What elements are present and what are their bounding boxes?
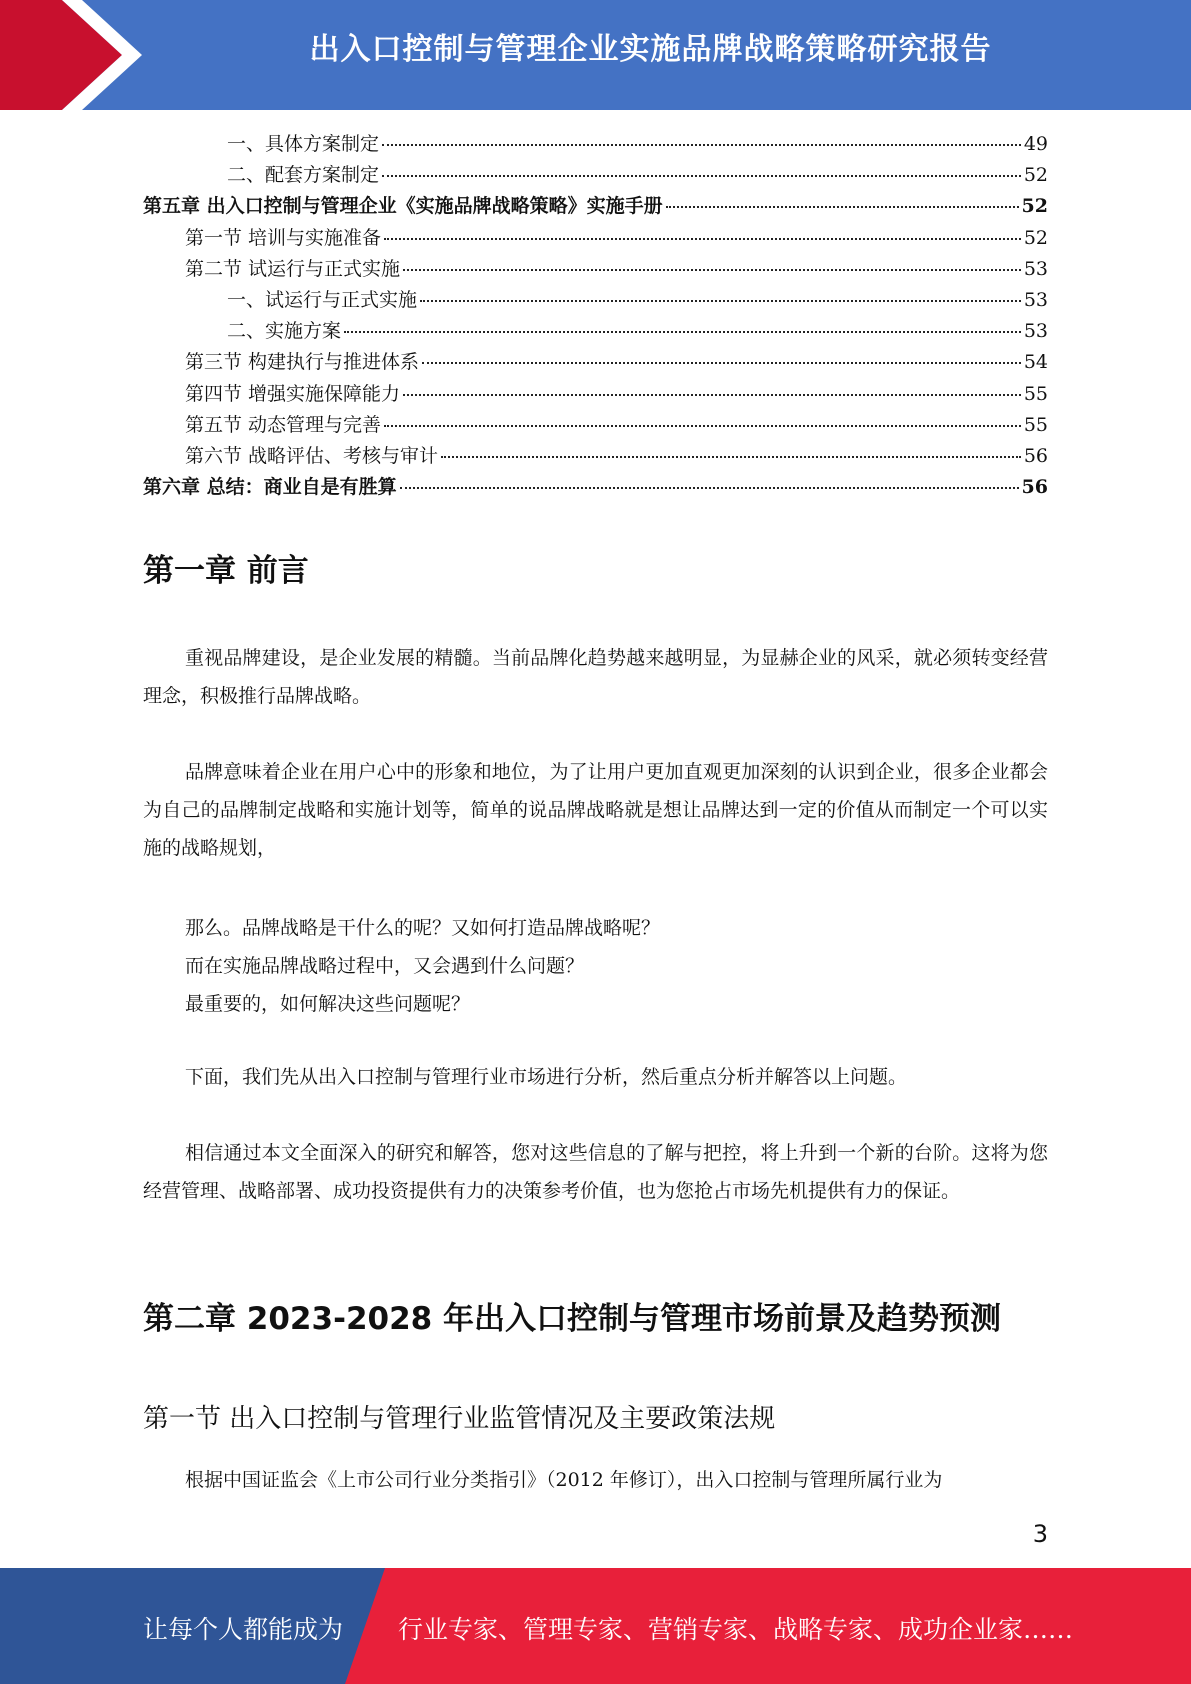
toc-entry-page: 53	[1023, 257, 1048, 280]
toc-entry-page: 55	[1023, 382, 1048, 405]
toc-dot-leader	[403, 394, 1021, 396]
toc-dot-leader	[666, 206, 1019, 208]
report-title: 出入口控制与管理企业实施品牌战略策略研究报告	[309, 32, 992, 67]
toc-dot-leader	[382, 175, 1021, 177]
toc-entry-label: 二、配套方案制定	[227, 164, 380, 187]
paragraph: 品牌意味着企业在用户心中的形象和地位，为了让用户更加直观更加深刻的认识到企业，很多企业都会为自己的品牌制定战略和实施计划等，简单的说品牌战略就是想让品牌达到一定的价值从而制定一个可以实施的战略规划，	[143, 761, 1048, 859]
toc-dot-leader	[382, 144, 1021, 146]
toc-entry[interactable]	[143, 410, 1048, 441]
toc-entry[interactable]	[143, 223, 1048, 254]
toc-dot-leader	[403, 269, 1021, 271]
toc-entry-label: 一、具体方案制定	[227, 133, 380, 155]
toc-entry-label: 第四节 增强实施保障能力	[185, 382, 401, 405]
chapter-2-heading: 第二章 2023-2028 年出入口控制与管理市场前景及趋势预测	[143, 1301, 1002, 1337]
footer-slogan-left: 让每个人都能成为	[143, 1615, 344, 1644]
page-number: 3	[1032, 1520, 1048, 1548]
toc-entry-page: 53	[1023, 320, 1048, 343]
toc-entry[interactable]	[143, 129, 1048, 160]
toc-dot-leader	[400, 487, 1019, 489]
toc-entry-page: 55	[1023, 413, 1048, 436]
toc-entry[interactable]	[143, 160, 1048, 191]
toc-entry[interactable]	[143, 379, 1048, 410]
toc-dot-leader	[384, 425, 1021, 427]
toc-entry-page: 49	[1023, 133, 1048, 155]
toc-entry-label: 第三节 构建执行与推进体系	[185, 351, 420, 374]
question-line: 而在实施品牌战略过程中，又会遇到什么问题？	[185, 955, 585, 977]
toc-entry[interactable]	[143, 472, 1048, 503]
toc-entry-label: 一、试运行与正式实施	[227, 288, 418, 311]
toc-entry-page: 52	[1021, 195, 1048, 218]
paragraph: 相信通过本文全面深入的研究和解答，您对这些信息的了解与把控，将上升到一个新的台阶。这将为您经营管理、战略部署、成功投资提供有力的决策参考价值，也为您抢占市场先机提供有力的保证。	[143, 1142, 1048, 1202]
toc-entry[interactable]	[143, 254, 1048, 285]
arrow-decoration-icon	[0, 0, 170, 110]
toc-entry[interactable]	[143, 316, 1048, 347]
toc-entry-label: 二、实施方案	[227, 320, 342, 343]
toc-entry-page: 54	[1023, 351, 1048, 374]
question-line: 那么。品牌战略是干什么的呢？又如何打造品牌战略呢？	[185, 917, 661, 939]
toc-entry-page: 56	[1023, 444, 1048, 467]
paragraph: 下面，我们先从出入口控制与管理行业市场进行分析，然后重点分析并解答以上问题。	[185, 1066, 908, 1088]
toc-entry-label: 第六节 战略评估、考核与审计	[185, 444, 439, 467]
page-header-banner	[0, 0, 1191, 110]
toc-dot-leader	[384, 238, 1021, 240]
table-of-contents	[143, 129, 1048, 503]
toc-entry-label: 第二节 试运行与正式实施	[185, 257, 401, 280]
toc-entry-label: 第六章 总结：商业自是有胜算	[143, 476, 397, 499]
toc-dot-leader	[422, 362, 1021, 364]
toc-dot-leader	[441, 456, 1021, 458]
toc-entry[interactable]	[143, 191, 1048, 222]
toc-entry-page: 52	[1023, 164, 1048, 187]
chapter-1-heading: 第一章 前言	[143, 553, 309, 589]
toc-entry-label: 第一节 培训与实施准备	[185, 226, 382, 249]
toc-entry-label: 第五章 出入口控制与管理企业《实施品牌战略策略》实施手册	[143, 195, 663, 218]
question-line: 最重要的，如何解决这些问题呢？	[185, 993, 471, 1015]
toc-dot-leader	[344, 331, 1021, 333]
toc-entry-page: 52	[1023, 226, 1048, 249]
paragraph: 重视品牌建设，是企业发展的精髓。当前品牌化趋势越来越明显，为显赫企业的风采，就必须转变经营理念，积极推行品牌战略。	[143, 647, 1048, 707]
section-1-heading: 第一节 出入口控制与管理行业监管情况及主要政策法规	[143, 1404, 776, 1434]
footer-slogan-right: 行业专家、管理专家、营销专家、战略专家、成功企业家……	[398, 1615, 1074, 1644]
page-footer-banner	[0, 1568, 1191, 1684]
toc-dot-leader	[420, 300, 1021, 302]
paragraph: 根据中国证监会《上市公司行业分类指引》（2012 年修订），出入口控制与管理所属行业为	[185, 1469, 943, 1491]
toc-entry[interactable]	[143, 441, 1048, 472]
toc-entry[interactable]	[143, 285, 1048, 316]
toc-entry-label: 第五节 动态管理与完善	[185, 413, 382, 436]
toc-entry[interactable]	[143, 347, 1048, 378]
toc-entry-page: 53	[1023, 288, 1048, 311]
toc-entry-page: 56	[1021, 476, 1048, 499]
